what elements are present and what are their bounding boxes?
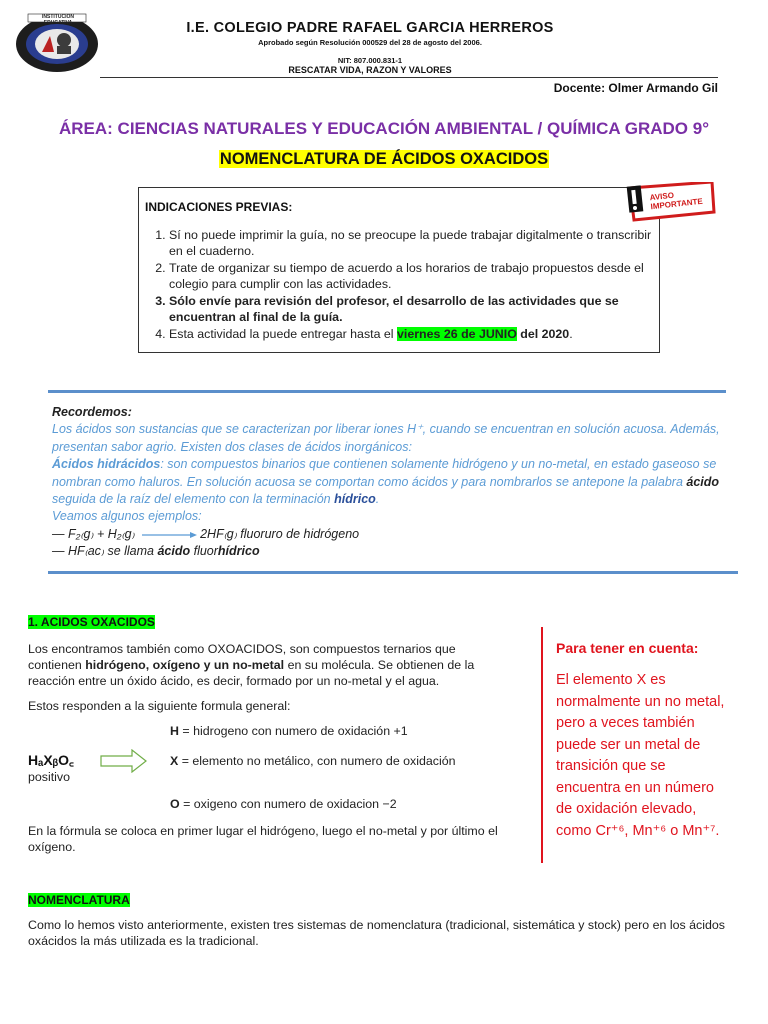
- notice-item-2: 2. Trate de organizar su tiempo de acuerdo a los horarios de trabajo propuestos desde el colegio para cumplir con las actividades.: [169, 261, 661, 292]
- example-2: [52, 543, 732, 560]
- example-1-reactants: — F₂₍g₎ + H₂₍g₎: [52, 526, 135, 541]
- x-definition-text: = elemento no metálico, con numero de oxidación: [178, 754, 456, 768]
- general-formula: HₐXᵦO꜀: [28, 752, 74, 768]
- example-2-bold: ácido: [157, 544, 191, 559]
- header-rule: [100, 77, 718, 78]
- recordemos-p2: [52, 456, 732, 508]
- motto-text: RESCATAR VIDA, RAZON Y VALORES: [288, 65, 452, 75]
- recordemos-block: [52, 404, 732, 561]
- recordemos-bottom-rule: [48, 571, 738, 574]
- example-2-text: — HF₍ac₎ se llama: [52, 544, 158, 559]
- sidebar-body: El elemento X es normalmente un no metal, pero a veces también puede ser un metal de transición que se encuentra en un número de oxidación elevado, como Cr⁺⁶, Mn⁺⁶ o Mn⁺⁷.: [556, 672, 725, 839]
- formula-note: positivo: [28, 770, 71, 784]
- logo-text: INSTITUCION EDUCATIVA: [42, 14, 74, 26]
- section1-p1: [28, 641, 506, 689]
- notice-item-1: 1. Sí no puede imprimir la guía, no se preocupe la puede trabajar digitalmente o transcribir en el cuaderno.: [169, 228, 661, 259]
- aviso-importante-badge: [624, 182, 716, 222]
- approval-text: Aprobado según Resolución 000529 del 28 de agosto del 2006.: [258, 38, 482, 47]
- notice-list: [145, 228, 661, 345]
- recordemos-p2-text2: seguida de la raíz del elemento con la terminación: [52, 492, 335, 507]
- x-symbol: X: [170, 754, 179, 768]
- reaction-arrow-icon: [140, 531, 198, 539]
- hidracidos-term: Ácidos hidrácidos: [52, 457, 161, 472]
- section1-title-wrap: [28, 613, 155, 631]
- example-1-products: 2HF₍g₎ fluoruro de hidrógeno: [200, 526, 360, 541]
- sidebar-rule: [541, 627, 543, 863]
- nomenclatura-title: NOMENCLATURA: [28, 893, 130, 907]
- acido-term: ácido: [686, 474, 720, 489]
- h-definition-text: = hidrogeno con numero de oxidación +1: [178, 724, 408, 738]
- nit-text: NIT: 807.000.831-1: [337, 56, 403, 65]
- nomenclatura-title-wrap: [28, 891, 130, 909]
- recordemos-p3: Veamos algunos ejemplos:: [52, 509, 202, 524]
- example-1: [52, 526, 732, 543]
- nomenclatura-p1: Como lo hemos visto anteriormente, existen tres sistemas de nomenclatura (tradicional, sistemática y stock) pero en los ácidos oxácidos la más utilizada es la tradicional.: [28, 918, 725, 948]
- notice-item-4: [169, 327, 661, 343]
- h-symbol: H: [170, 724, 179, 738]
- section1-p2: Estos responden a la siguiente formula general:: [28, 699, 291, 713]
- recordemos-top-rule: [48, 390, 726, 393]
- notice-item-4-text: Esta actividad la puede entregar hasta el: [169, 327, 397, 341]
- topic-title-wrap: [0, 150, 768, 169]
- section1-title: 1. ACIDOS OXACIDOS: [28, 615, 155, 629]
- badge-text: AVISO IMPORTANTE: [649, 190, 704, 212]
- o-definition: [170, 796, 397, 812]
- school-name: I.E. COLEGIO PADRE RAFAEL GARCIA HERREROS: [186, 20, 554, 36]
- example-2-text2: fluor: [190, 544, 218, 559]
- notice-heading: INDICACIONES PREVIAS:: [145, 200, 293, 214]
- section1-p1-text: Los encontramos también como OXOACIDOS, son compuestos ternarios que contienen: [28, 642, 456, 672]
- recordemos-p2-end: .: [375, 492, 380, 507]
- x-definition: [170, 753, 456, 769]
- notice-item-3: 3. Sólo envíe para revisión del profesor, el desarrollo de las actividades que se encuentran al final de la guía.: [169, 294, 661, 325]
- o-definition-text: = oxigeno con numero de oxidacion −2: [179, 797, 397, 811]
- topic-title: NOMENCLATURA DE ÁCIDOS OXACIDOS: [219, 150, 549, 168]
- hidrico-term: hídrico: [334, 492, 376, 507]
- section1-p1-bold: hidrógeno, oxígeno y un no-metal: [85, 658, 285, 672]
- recordemos-p2-text: : son compuestos binarios que contienen solamente hidrógeno y un no-metal, en estado gaseoso se nombran como haluros. En solución acuosa se comportan como ácidos y para nombrarlos se antepone la palabra: [52, 457, 717, 489]
- teacher-name: Docente: Olmer Armando Gil: [553, 81, 718, 95]
- sidebar-title: Para tener en cuenta:: [556, 640, 699, 656]
- example-2-bold2: hídrico: [217, 544, 260, 559]
- recordemos-p1: Los ácidos son sustancias que se caracterizan por liberar iones H⁺, cuando se encuentran en solución acuosa. Además, presentan sabor agrio. Existen dos clases de ácidos inorgánicos:: [52, 422, 720, 454]
- deadline-highlight: viernes 26 de JUNIO: [397, 327, 517, 341]
- area-title: ÁREA: CIENCIAS NATURALES Y EDUCACIÓN AMBIENTAL / QUÍMICA GRADO 9°: [59, 119, 709, 138]
- deadline-year: del 2020: [516, 327, 570, 341]
- recordemos-heading: Recordemos:: [52, 405, 132, 419]
- o-symbol: O: [170, 797, 180, 811]
- notice-item-4-end: .: [569, 327, 573, 341]
- h-definition: [170, 723, 408, 739]
- formula-arrow-icon: [100, 749, 148, 778]
- section1-p3: En la fórmula se coloca en primer lugar el hidrógeno, luego el no-metal y por último el oxígeno.: [28, 824, 498, 854]
- notice-box: [138, 187, 660, 353]
- section1-p1-text2: en su molécula. Se obtienen de la reacción entre un óxido ácido, es decir, formado por un no-metal y el agua.: [28, 658, 475, 688]
